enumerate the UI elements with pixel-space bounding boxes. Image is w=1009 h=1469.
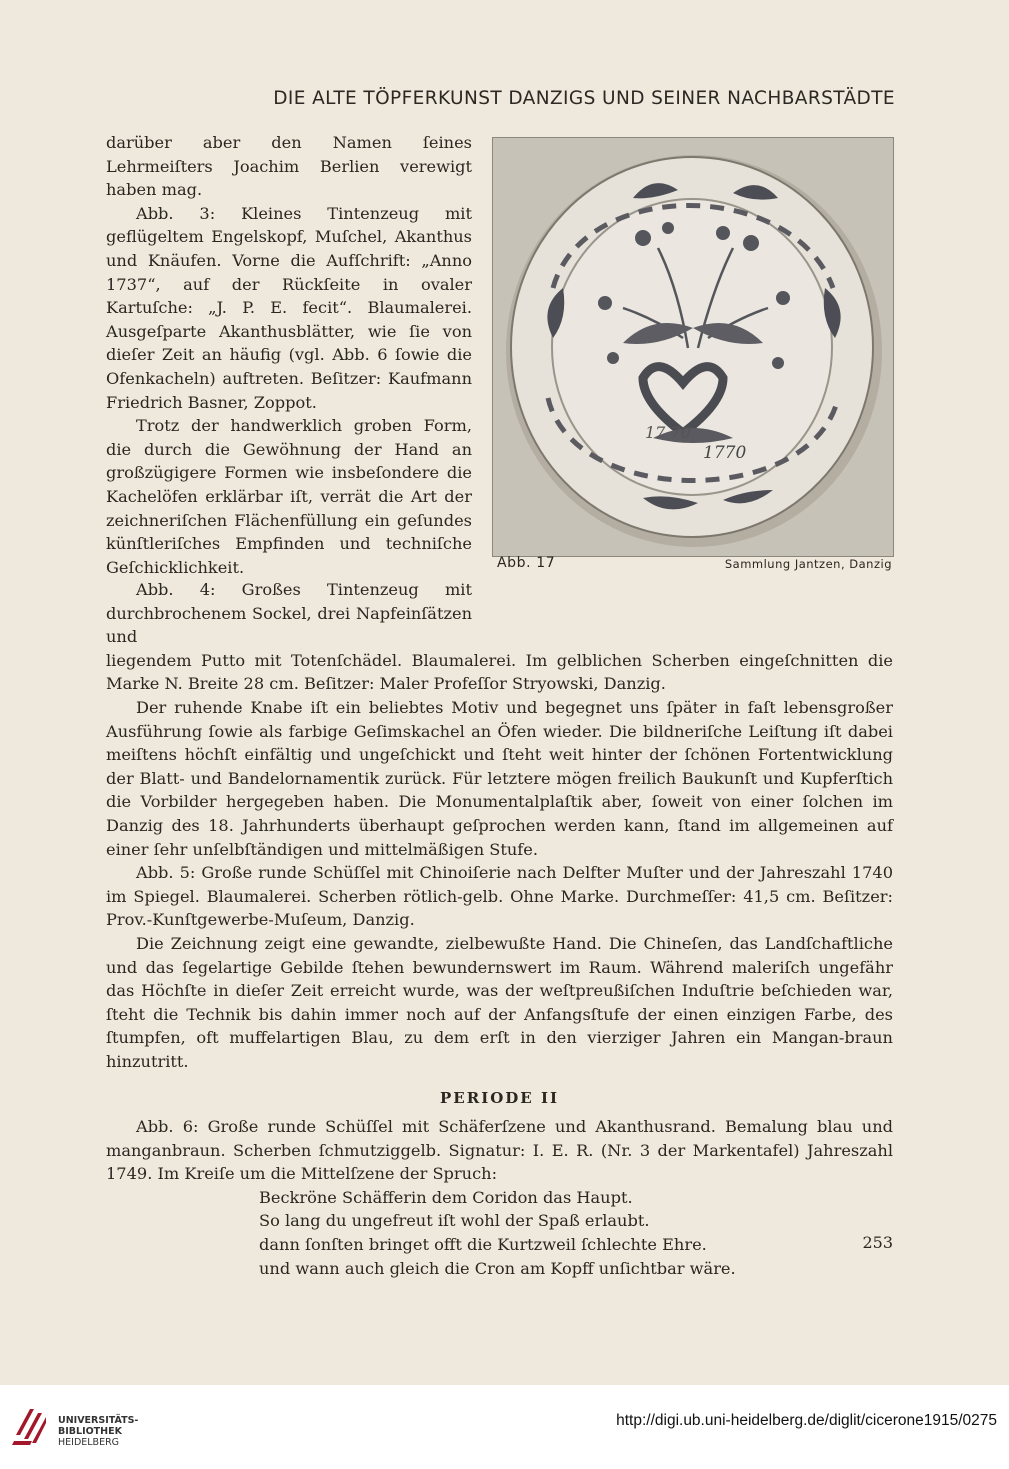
library-line-3: HEIDELBERG — [58, 1437, 120, 1448]
footer-bar — [0, 1385, 1009, 1469]
library-line-1: UNIVERSITÄTS- — [58, 1415, 139, 1426]
library-name — [58, 1415, 138, 1448]
verse-line-3: dann ſonſten bringet offt die Kurtzweil ſchlechte Ehre. — [259, 1235, 707, 1255]
full-width-text — [106, 578, 893, 1280]
verse-line-2: So lang du ungefreut iſt wohl der Spaß erlaubt. — [259, 1211, 650, 1231]
figure-label: Abb. 17 — [497, 555, 556, 571]
source-url-link[interactable]: http://digi.ub.uni-heidelberg.de/diglit/cicerone1915/0275 — [616, 1412, 997, 1429]
paragraph-abb4-rest: liegendem Putto mit Totenſchädel. Blaumalerei. Im gelblichen Scherben eingeſchnitten die Marke N. Breite 28 cm. Beſitzer: Maler Profeſſor Stryowski, Danzig. — [106, 650, 893, 694]
paragraph-abb4-start: Abb. 4: Großes Tintenzeug mit durchbrochenem Sockel, drei Napfeinſätzen und — [106, 580, 472, 647]
library-logo-icon — [12, 1405, 48, 1445]
paragraph-abb6: Abb. 6: Große runde Schüſſel mit Schäferſzene und Akanthusrand. Bemalung blau und manganbraun. Scherben ſchmutziggelb. Signatur: I. E. R. (Nr. 3 der Markentafel) Jahreszahl 1749. Im Kreiſe um die Mittelſzene der Spruch: — [106, 1117, 893, 1184]
figure-plate-photo — [492, 137, 894, 557]
plate-image — [493, 138, 893, 556]
paragraph-abb5: Abb. 5: Große runde Schüſſel mit Chinoiſerie nach Delfter Muſter und der Jahreszahl 1740 im Spiegel. Blaumalerei. Scherben rötlich-gelb. Ohne Marke. Durchmeſſer: 41,5 cm. Beſitzer: Prov.-Kunſtgewerbe-Muſeum, Danzig. — [106, 863, 893, 930]
plate-date-right: 1770 — [703, 443, 747, 463]
section-heading: PERIODE II — [440, 1089, 559, 1108]
left-column-text — [106, 131, 472, 579]
plate-date-left: 17 70 — [645, 423, 691, 442]
library-line-2: BIBLIOTHEK — [58, 1426, 122, 1437]
paragraph-knabe: Der ruhende Knabe iſt ein beliebtes Motiv und begegnet uns ſpäter in faſt lebensgroßer Ausführung ſowie als farbige Geſimskachel an Öfen wieder. Die bildneriſche Leiſtung iſt dabei meiſtens höchſt einfältig und ungeſchickt und ſteht weit hinter der ſchönen Fortentwicklung der Blatt- und Bandelornamentik zurück. Für letztere mögen freilich Baukunſt und Kupferſtich die Vorbilder hergegeben haben. Die Monumentalplaſtik aber, ſoweit von einer ſolchen im Danzig des 18. Jahrhunderts überhaupt geſprochen werden kann, ſtand im allgemeinen auf einer ſehr unſelbſtändigen und mittelmäßigen Stufe. — [106, 697, 893, 859]
verse-line-1: Beckröne Schäfferin dem Coridon das Haupt. — [259, 1187, 633, 1207]
paragraph-continuation: darüber aber den Namen ſeines Lehrmeiſters Joachim Berlien verewigt haben mag. — [106, 133, 472, 200]
page-number: 253 — [862, 1233, 893, 1252]
figure-credit: Sammlung Jantzen, Danzig — [724, 557, 892, 571]
verse-line-4: und wann auch gleich die Cron am Kopff unſichtbar wäre. — [259, 1258, 736, 1278]
paragraph-abb3: Abb. 3: Kleines Tintenzeug mit geflügeltem Engelskopf, Muſchel, Akanthus und Knäufen. Vorne die Aufſchrift: „Anno 1737“, auf der Rückſeite in ovaler Kartuſche: „J. P. E. fecit“. Blaumalerei. Ausgeſparte Akanthusblätter, wie ſie von dieſer Zeit an häufig (vgl. Abb. 6 ſowie die Ofenkacheln) auftreten. Beſitzer: Kaufmann Friedrich Basner, Zoppot. — [106, 203, 472, 412]
running-head: DIE ALTE TÖPFERKUNST DANZIGS UND SEINER NACHBARSTÄDTE — [273, 88, 895, 109]
paragraph-trotz: Trotz der handwerklich groben Form, die durch die Gewöhnung der Hand an großzügigere Formen wie insbeſondere die Kachelöfen erklärbar iſt, verrät die Art der zeichneriſchen Flächenfüllung ein geſundes künſtleriſches Empfinden und techniſche Geſchicklichkeit. — [106, 416, 472, 577]
paragraph-zeichnung: Die Zeichnung zeigt eine gewandte, zielbewußte Hand. Die Chineſen, das Landſchaftliche und das ſegelartige Gebilde ſtehen bewundernswert im Raum. Während maleriſch ungefähr das Höchſte in dieſer Zeit erreicht wurde, was der weſtpreußiſchen Induſtrie beſchieden war, ſteht die Technik bis dahin immer noch auf der Anfangsſtufe der einen einzigen Farbe, des ſtumpfen, oft muffelartigen Blau, zu dem erſt in den vierziger Jahren ein Mangan-braun hinzutritt. — [106, 933, 893, 1071]
